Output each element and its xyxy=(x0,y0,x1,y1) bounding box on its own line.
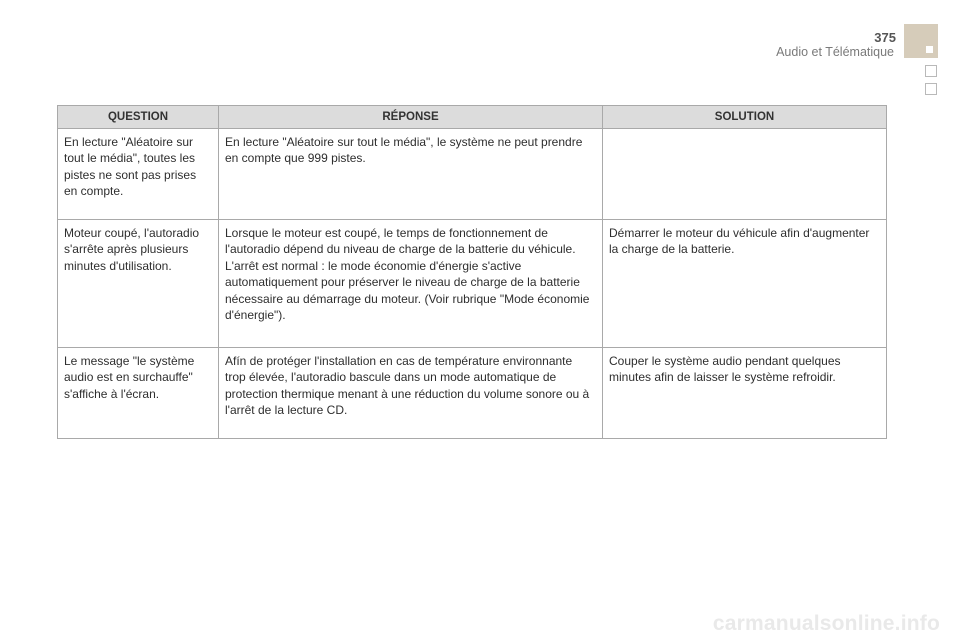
column-header-solution: SOLUTION xyxy=(603,106,887,129)
response-cell: Lorsque le moteur est coupé, le temps de fonctionnement de l'autoradio dépend du niveau de charge de la batterie du véhicule. L'arrêt est normal : le mode économie d'énergie s'active automatiquement pour préserver le niveau de charge de la batterie nécessaire au démarrage du moteur. (Voir rubrique "Mode économie d'énergie"). xyxy=(219,220,603,348)
question-cell: En lecture "Aléatoire sur tout le média", toutes les pistes ne sont pas prises en compte. xyxy=(58,129,219,220)
section-tab[interactable] xyxy=(925,83,937,95)
question-cell: Le message "le système audio est en surchauffe" s'affiche à l'écran. xyxy=(58,348,219,439)
faq-table xyxy=(57,105,887,439)
solution-cell: Démarrer le moteur du véhicule afin d'augmenter la charge de la batterie. xyxy=(603,220,887,348)
column-header-response: RÉPONSE xyxy=(219,106,603,129)
response-cell: Afín de protéger l'installation en cas de température environnante trop élevée, l'autoradio bascule dans un mode automatique de protection thermique menant à une réduction du volume sonore ou à l'arrêt de la lecture CD. xyxy=(219,348,603,439)
table-header-row xyxy=(58,106,887,129)
watermark-logo: carmanualsonline.info xyxy=(712,612,940,635)
column-header-question: QUESTION xyxy=(58,106,219,129)
table-row xyxy=(58,220,887,348)
section-tab[interactable] xyxy=(925,65,937,77)
square-marker-icon xyxy=(926,46,933,53)
question-cell: Moteur coupé, l'autoradio s'arrête après plusieurs minutes d'utilisation. xyxy=(58,220,219,348)
table-row xyxy=(58,348,887,439)
section-title: Audio et Télématique xyxy=(776,45,894,59)
table-row xyxy=(58,129,887,220)
solution-cell: Couper le système audio pendant quelques minutes afin de laisser le système refroidir. xyxy=(603,348,887,439)
page-number: 375 xyxy=(874,30,896,45)
section-tab-active[interactable] xyxy=(904,24,938,58)
response-cell: En lecture "Aléatoire sur tout le média", le système ne peut prendre en compte que 999 pistes. xyxy=(219,129,603,220)
solution-cell xyxy=(603,129,887,220)
